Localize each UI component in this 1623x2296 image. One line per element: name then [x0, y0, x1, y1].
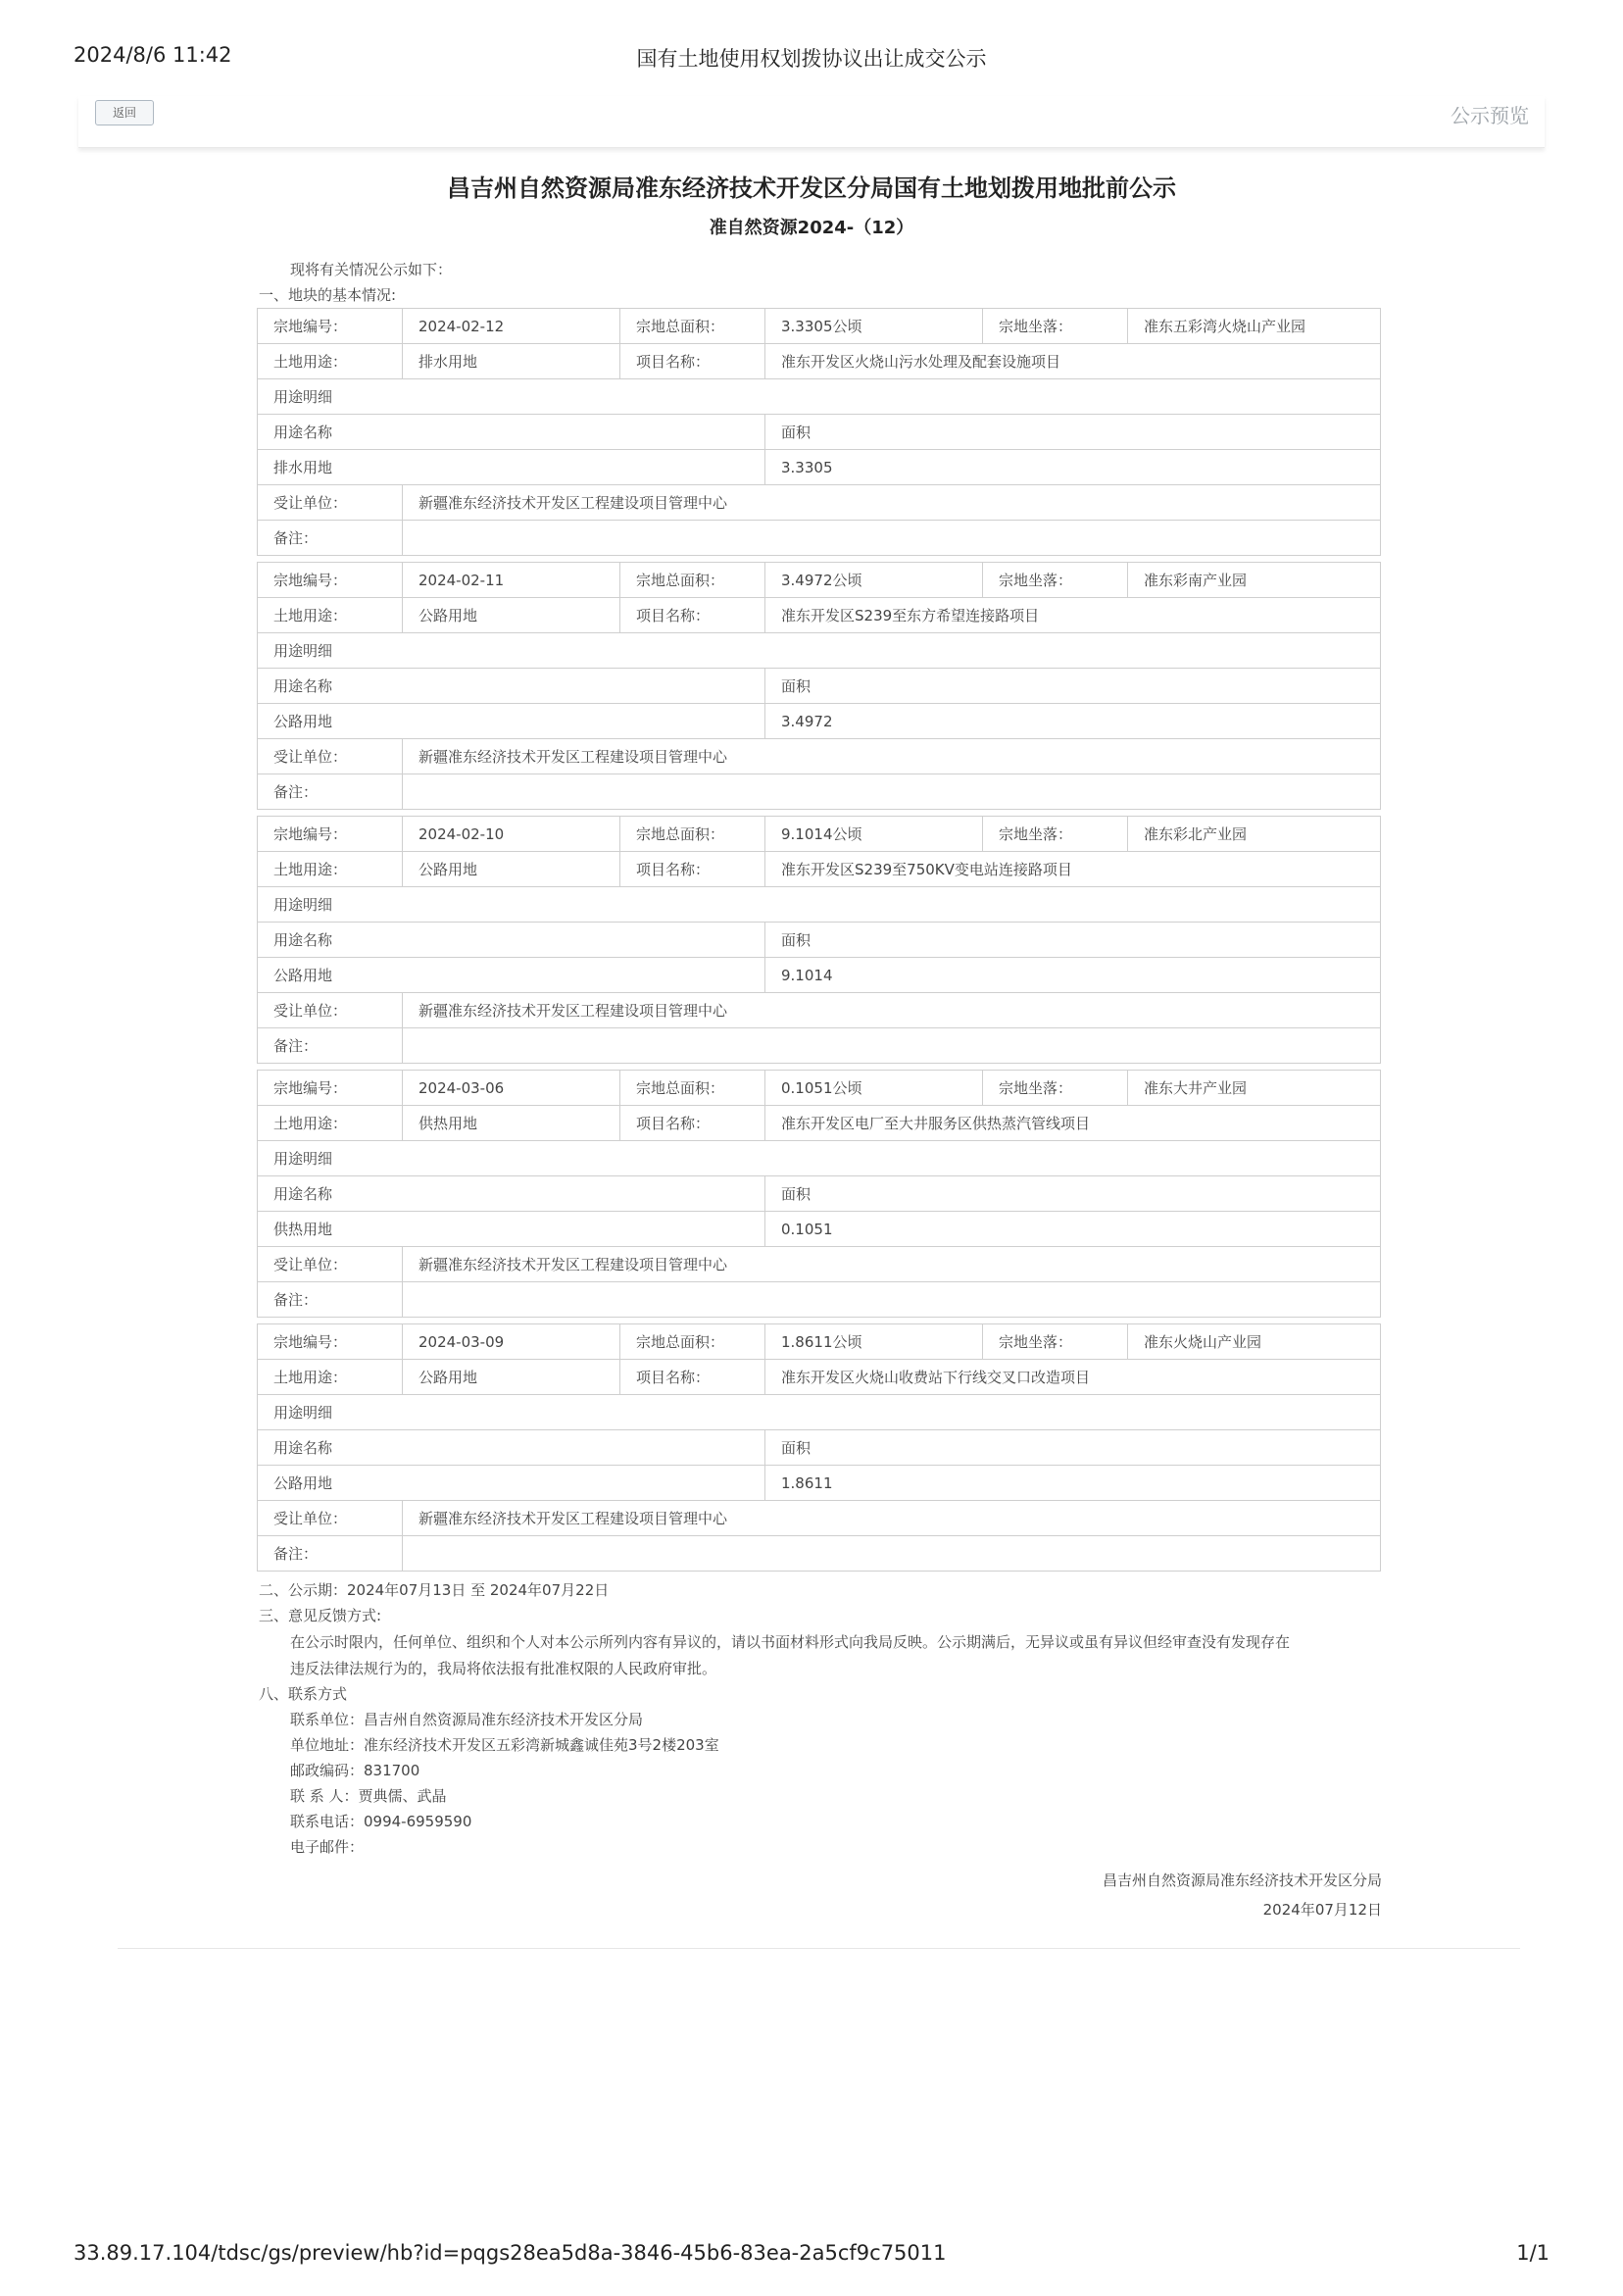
grantee-label: 受让单位：: [258, 485, 403, 521]
table-row: [258, 774, 1381, 810]
parcel-no: 2024-03-09: [403, 1324, 620, 1360]
use-name: 公路用地: [258, 1466, 765, 1501]
project-name-label: 项目名称：: [620, 598, 765, 633]
parcel-no-label: 宗地编号：: [258, 1071, 403, 1106]
use-area: 3.3305: [765, 450, 1381, 485]
total-area: 9.1014公顷: [765, 817, 983, 852]
table-row: [258, 1501, 1381, 1536]
location: 准东火烧山产业园: [1128, 1324, 1381, 1360]
print-url: 33.89.17.104/tdsc/gs/preview/hb?id=pqgs28ea5d8a-3846-45b6-83ea-2a5cf9c75011: [74, 2241, 947, 2265]
feedback-heading: 三、意见反馈方式:: [259, 1607, 382, 1624]
table-row: [258, 1247, 1381, 1282]
parcel-table: [257, 562, 1381, 810]
contact-person: 联 系 人：贾典儒、武晶: [290, 1787, 447, 1805]
project-name: 准东开发区火烧山污水处理及配套设施项目: [765, 344, 1381, 379]
table-row: [258, 923, 1381, 958]
remark-label: 备注：: [258, 1028, 403, 1064]
parcel-table: [257, 1070, 1381, 1318]
section-heading: 一、地块的基本情况:: [259, 286, 397, 304]
table-row: [258, 1466, 1381, 1501]
area-header: 面积: [765, 1430, 1381, 1466]
back-button[interactable]: 返回: [95, 100, 154, 125]
parcel-no: 2024-02-11: [403, 563, 620, 598]
remark: [403, 521, 1381, 556]
parcel-no: 2024-03-06: [403, 1071, 620, 1106]
use-detail-label: 用途明细: [258, 379, 1381, 415]
total-area: 3.3305公顷: [765, 309, 983, 344]
total-area-label: 宗地总面积：: [620, 817, 765, 852]
grantee-label: 受让单位：: [258, 1247, 403, 1282]
parcel-table: [257, 1323, 1381, 1572]
parcel-no: 2024-02-12: [403, 309, 620, 344]
toolbar: [78, 96, 1545, 148]
project-name-label: 项目名称：: [620, 1106, 765, 1141]
use-area: 9.1014: [765, 958, 1381, 993]
use-name-header: 用途名称: [258, 1176, 765, 1212]
parcel-no-label: 宗地编号：: [258, 817, 403, 852]
print-footer: [74, 2241, 1549, 2271]
table-row: [258, 852, 1381, 887]
land-use: 排水用地: [403, 344, 620, 379]
land-use: 公路用地: [403, 852, 620, 887]
table-row: [258, 887, 1381, 923]
table-row: [258, 344, 1381, 379]
table-row: [258, 485, 1381, 521]
table-row: [258, 1430, 1381, 1466]
intro-text: 现将有关情况公示如下：: [290, 261, 453, 278]
table-row: [258, 704, 1381, 739]
grantee: 新疆准东经济技术开发区工程建设项目管理中心: [403, 1501, 1381, 1536]
parcel-list: [257, 308, 1382, 1572]
location: 准东彩北产业园: [1128, 817, 1381, 852]
table-row: [258, 1395, 1381, 1430]
print-date: 2024/8/6 11:42: [74, 43, 232, 67]
document-number: 准自然资源2024-（12）: [709, 218, 914, 238]
project-name: 准东开发区S239至750KV变电站连接路项目: [765, 852, 1381, 887]
project-name-label: 项目名称：: [620, 344, 765, 379]
print-page-title: 国有土地使用权划拨协议出让成交公示: [636, 47, 987, 71]
parcel-table: [257, 308, 1381, 556]
location-label: 宗地坐落：: [983, 563, 1128, 598]
land-use-label: 土地用途：: [258, 598, 403, 633]
remark: [403, 774, 1381, 810]
land-use: 公路用地: [403, 1360, 620, 1395]
total-area: 0.1051公顷: [765, 1071, 983, 1106]
grantee-label: 受让单位：: [258, 1501, 403, 1536]
remark: [403, 1028, 1381, 1064]
total-area-label: 宗地总面积：: [620, 309, 765, 344]
table-row: [258, 1141, 1381, 1176]
use-name-header: 用途名称: [258, 1430, 765, 1466]
project-name: 准东开发区电厂至大井服务区供热蒸汽管线项目: [765, 1106, 1381, 1141]
table-row: [258, 521, 1381, 556]
use-area: 0.1051: [765, 1212, 1381, 1247]
location: 准东五彩湾火烧山产业园: [1128, 309, 1381, 344]
use-detail-label: 用途明细: [258, 633, 1381, 669]
remark: [403, 1536, 1381, 1572]
total-area-label: 宗地总面积：: [620, 1324, 765, 1360]
preview-label: 公示预览: [1451, 104, 1529, 127]
notice-period: 二、公示期：2024年07月13日 至 2024年07月22日: [259, 1581, 610, 1599]
location-label: 宗地坐落：: [983, 1071, 1128, 1106]
page-number: 1/1: [1516, 2241, 1549, 2265]
area-header: 面积: [765, 1176, 1381, 1212]
contact-email: 电子邮件：: [290, 1838, 365, 1856]
grantee: 新疆准东经济技术开发区工程建设项目管理中心: [403, 993, 1381, 1028]
land-use-label: 土地用途：: [258, 1360, 403, 1395]
parcel-no-label: 宗地编号：: [258, 1324, 403, 1360]
table-row: [258, 739, 1381, 774]
total-area: 3.4972公顷: [765, 563, 983, 598]
table-row: [258, 817, 1381, 852]
use-name: 公路用地: [258, 958, 765, 993]
parcel-no-label: 宗地编号：: [258, 309, 403, 344]
table-row: [258, 1324, 1381, 1360]
use-detail-label: 用途明细: [258, 1141, 1381, 1176]
total-area-label: 宗地总面积：: [620, 1071, 765, 1106]
area-header: 面积: [765, 669, 1381, 704]
land-use-label: 土地用途：: [258, 852, 403, 887]
feedback-text-2: 违反法律法规行为的，我局将依法报有批准权限的人民政府审批。: [290, 1660, 717, 1677]
signature-org: 昌吉州自然资源局准东经济技术开发区分局: [1102, 1872, 1382, 1889]
parcel-no-label: 宗地编号：: [258, 563, 403, 598]
contact-unit: 联系单位：昌吉州自然资源局准东经济技术开发区分局: [290, 1711, 644, 1728]
table-row: [258, 633, 1381, 669]
location-label: 宗地坐落：: [983, 309, 1128, 344]
table-row: [258, 450, 1381, 485]
signature-date: 2024年07月12日: [1262, 1901, 1382, 1919]
use-name: 供热用地: [258, 1212, 765, 1247]
location-label: 宗地坐落：: [983, 1324, 1128, 1360]
location-label: 宗地坐落：: [983, 817, 1128, 852]
table-row: [258, 379, 1381, 415]
remark-label: 备注：: [258, 1282, 403, 1318]
total-area: 1.8611公顷: [765, 1324, 983, 1360]
project-name-label: 项目名称：: [620, 1360, 765, 1395]
parcel-table: [257, 816, 1381, 1064]
feedback-text-1: 在公示时限内，任何单位、组织和个人对本公示所列内容有异议的，请以书面材料形式向我局反映。公示期满后，无异议或虽有异议但经审查没有发现存在: [290, 1633, 1291, 1651]
area-header: 面积: [765, 923, 1381, 958]
table-row: [258, 1028, 1381, 1064]
document-content: [257, 257, 1382, 1924]
table-row: [258, 309, 1381, 344]
land-use-label: 土地用途：: [258, 344, 403, 379]
remark-label: 备注：: [258, 774, 403, 810]
grantee-label: 受让单位：: [258, 739, 403, 774]
contact-heading: 八、联系方式: [259, 1685, 348, 1703]
table-row: [258, 669, 1381, 704]
table-row: [258, 415, 1381, 450]
table-row: [258, 563, 1381, 598]
use-area: 3.4972: [765, 704, 1381, 739]
document-title: 昌吉州自然资源局准东经济技术开发区分局国有土地划拨用地批前公示: [447, 175, 1176, 202]
table-row: [258, 993, 1381, 1028]
contact-phone: 联系电话：0994-6959590: [290, 1813, 472, 1830]
land-use: 供热用地: [403, 1106, 620, 1141]
use-area: 1.8611: [765, 1466, 1381, 1501]
remark: [403, 1282, 1381, 1318]
use-detail-label: 用途明细: [258, 1395, 1381, 1430]
contact-address: 单位地址：准东经济技术开发区五彩湾新城鑫诚佳苑3号2楼203室: [290, 1736, 719, 1754]
use-name: 公路用地: [258, 704, 765, 739]
use-detail-label: 用途明细: [258, 887, 1381, 923]
grantee: 新疆准东经济技术开发区工程建设项目管理中心: [403, 485, 1381, 521]
project-name: 准东开发区S239至东方希望连接路项目: [765, 598, 1381, 633]
table-row: [258, 1536, 1381, 1572]
remark-label: 备注：: [258, 1536, 403, 1572]
use-name-header: 用途名称: [258, 415, 765, 450]
table-row: [258, 1360, 1381, 1395]
use-name: 排水用地: [258, 450, 765, 485]
grantee: 新疆准东经济技术开发区工程建设项目管理中心: [403, 1247, 1381, 1282]
divider: [118, 1948, 1520, 1949]
area-header: 面积: [765, 415, 1381, 450]
total-area-label: 宗地总面积：: [620, 563, 765, 598]
table-row: [258, 1282, 1381, 1318]
table-row: [258, 958, 1381, 993]
location: 准东彩南产业园: [1128, 563, 1381, 598]
project-name: 准东开发区火烧山收费站下行线交叉口改造项目: [765, 1360, 1381, 1395]
parcel-no: 2024-02-10: [403, 817, 620, 852]
location: 准东大井产业园: [1128, 1071, 1381, 1106]
grantee-label: 受让单位：: [258, 993, 403, 1028]
use-name-header: 用途名称: [258, 923, 765, 958]
land-use-label: 土地用途：: [258, 1106, 403, 1141]
grantee: 新疆准东经济技术开发区工程建设项目管理中心: [403, 739, 1381, 774]
table-row: [258, 1071, 1381, 1106]
table-row: [258, 1106, 1381, 1141]
print-header: [74, 43, 1549, 73]
table-row: [258, 1212, 1381, 1247]
table-row: [258, 598, 1381, 633]
project-name-label: 项目名称：: [620, 852, 765, 887]
use-name-header: 用途名称: [258, 669, 765, 704]
table-row: [258, 1176, 1381, 1212]
remark-label: 备注：: [258, 521, 403, 556]
land-use: 公路用地: [403, 598, 620, 633]
contact-zip: 邮政编码：831700: [290, 1762, 420, 1779]
